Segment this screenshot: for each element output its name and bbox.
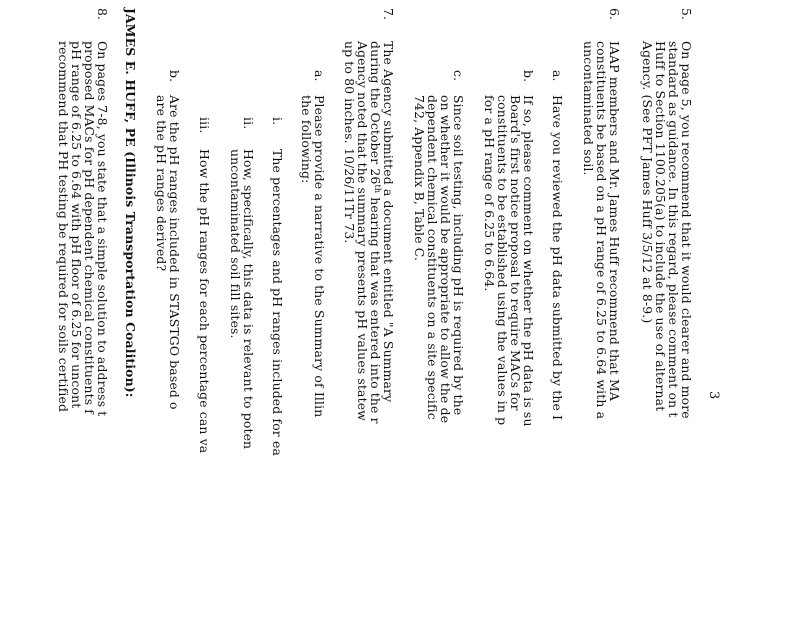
question-6a-label: a.: [550, 70, 565, 82]
question-7-line: up to 80 inches. 10/26/11Tr 73.: [342, 41, 357, 244]
question-7a-label: a.: [312, 70, 327, 82]
question-6-line: uncontaminated soil.: [581, 41, 596, 176]
question-7b-line: Are the pH ranges included in STASTGO based o: [167, 95, 182, 410]
question-8-line: pH range of 6.25 to 6.64 with pH floor of 6.25 for uncont: [69, 41, 84, 409]
section-heading: JAMES E. HUFF, PE (Illinois Transportation Coalition):: [123, 8, 138, 398]
question-7-line: Agency noted that the summary presents pH values statew: [355, 41, 370, 421]
question-6b-line: for a pH range of 6.25 to 6.64.: [482, 95, 497, 292]
question-6b-line: If so, please comment on whether the pH data is su: [521, 95, 536, 427]
question-6c-line: Since soil testing, including pH is required by the: [451, 95, 466, 416]
question-6b-label: b.: [521, 70, 536, 83]
question-7a-ii-line: How, specifically, this data is relevant to poten: [241, 149, 256, 450]
question-6c-label: c.: [451, 70, 466, 82]
question-5-line: Huff to Section 1100.205(a) to include the use of alternat: [653, 41, 668, 412]
question-7a-ii-label: ii.: [241, 117, 256, 130]
question-8-line: On pages 7-8, you state that a simple solution to address t: [95, 41, 110, 417]
question-7a-i-label: i.: [270, 117, 285, 126]
question-7a-i-line: The percentages and pH ranges included for ea: [270, 149, 285, 456]
question-7-line: [369, 41, 381, 424]
question-5-line: Agency. (See PFT James Huff 3/5/12 at 8-9.): [640, 41, 655, 324]
question-6-number: 6.: [607, 8, 622, 21]
question-8-number: 8.: [95, 8, 110, 21]
question-6-line: constituents be based on a pH range of 6.25 to 6.64 with a: [594, 41, 609, 420]
question-8-line: recommend that PH testing be required for soils certified: [56, 41, 71, 413]
question-6b-line: Board's first notice proposal to require MACs for: [508, 95, 523, 411]
question-7-line: The Agency submitted a document entitled "A Summary: [381, 41, 396, 403]
question-7a-iii-line: How the pH ranges for each percentage can va: [197, 149, 212, 454]
question-5-line: On page 5, you recommend that it would clearer and more: [679, 41, 694, 419]
question-5-number: 5.: [679, 8, 694, 21]
question-6-line: IAAP members and Mr. James Huff recommend that MA: [607, 41, 622, 401]
question-6a-line: Have you reviewed the pH data submitted by the I: [550, 95, 565, 421]
question-8-line: proposed MACs for pH dependent chemical constituents f: [82, 41, 97, 415]
question-7a-line: Please provide a narrative to the Summary of Illin: [312, 95, 327, 418]
page-number: 3: [706, 391, 721, 400]
question-7-number: 7.: [381, 8, 396, 21]
question-7a-iii-label: iii.: [197, 117, 212, 134]
question-7b-label: b.: [167, 70, 182, 83]
question-7b-line: are the pH ranges derived?: [154, 95, 169, 272]
question-7-line-text: during the October 26th hearing that was entered into the r: [368, 41, 383, 424]
question-7a-line: the following:: [299, 95, 314, 184]
ordinal-suffix: th: [373, 184, 382, 194]
question-6c-line: on whether it would be appropriate to allow the de: [438, 95, 453, 424]
question-6b-line: constituents to be established using the values in p: [495, 95, 510, 426]
question-7a-ii-line: uncontaminated soil fill sites.: [228, 149, 243, 339]
question-6c-line: dependent chemical constituents on a site specific: [425, 95, 440, 420]
question-5-line: standard as guidance. In this regard, please comment on t: [666, 41, 681, 418]
rotated-document-sheet: [56, 8, 721, 618]
question-6c-line: 742, Appendix B, Table C.: [412, 95, 427, 262]
